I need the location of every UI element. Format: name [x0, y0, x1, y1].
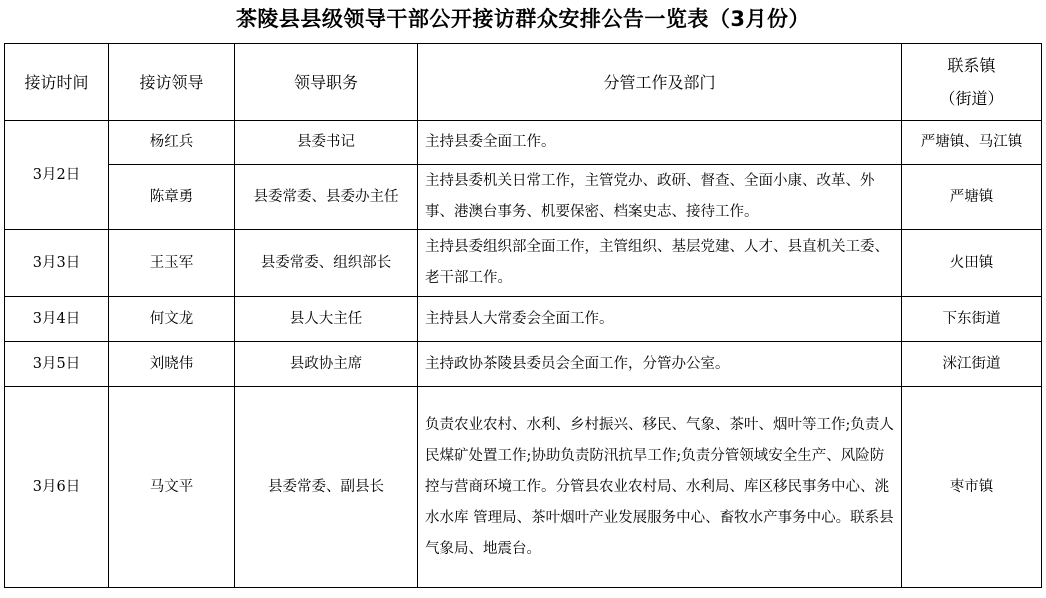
cell-leader: 王玉军	[109, 230, 235, 297]
cell-leader: 马文平	[109, 387, 235, 588]
page-title: 茶陵县县级领导干部公开接访群众安排公告一览表（3月份）	[235, 7, 811, 31]
schedule-table	[4, 43, 1042, 588]
cell-position: 县人大主任	[235, 297, 418, 342]
header-leader: 接访领导	[109, 44, 235, 121]
cell-town: 火田镇	[902, 230, 1042, 297]
header-town-line1: 联系镇	[947, 56, 996, 75]
cell-town: 严塘镇	[902, 165, 1042, 230]
cell-duties: 主持县委机关日常工作，主管党办、政研、督查、全面小康、改革、外事、港澳台事务、机要保密、档案史志、接待工作。	[418, 165, 902, 230]
table-row	[5, 165, 1042, 230]
cell-position: 县委书记	[235, 121, 418, 165]
header-position: 领导职务	[235, 44, 418, 121]
cell-leader: 刘晓伟	[109, 342, 235, 387]
table-row	[5, 342, 1042, 387]
header-duties: 分管工作及部门	[418, 44, 902, 121]
cell-leader: 杨红兵	[109, 121, 235, 165]
cell-duties: 主持县人大常委会全面工作。	[418, 297, 902, 342]
cell-date: 3月3日	[5, 230, 109, 297]
cell-town: 下东街道	[902, 297, 1042, 342]
cell-leader: 何文龙	[109, 297, 235, 342]
table-header-row	[5, 44, 1042, 121]
cell-position: 县委常委、副县长	[235, 387, 418, 588]
header-town	[902, 44, 1042, 121]
cell-duties: 负责农业农村、水利、乡村振兴、移民、气象、茶叶、烟叶等工作;负责人民煤矿处置工作;协助负责防汛抗旱工作;负责分管领域安全生产、风险防控与营商环境工作。分管县农业农村局、水利局、库区移民事务中心、洮水水库 管理局、茶叶烟叶产业发展服务中心、畜牧水产事务中心。联系县气象局、地震台。	[418, 387, 902, 588]
cell-duties: 主持政协茶陵县委员会全面工作，分管办公室。	[418, 342, 902, 387]
cell-town: 洣江街道	[902, 342, 1042, 387]
cell-date: 3月4日	[5, 297, 109, 342]
cell-position: 县委常委、县委办主任	[235, 165, 418, 230]
cell-date: 3月5日	[5, 342, 109, 387]
cell-duties: 主持县委组织部全面工作，主管组织、基层党建、人才、县直机关工委、老干部工作。	[418, 230, 902, 297]
cell-town: 枣市镇	[902, 387, 1042, 588]
table-row	[5, 387, 1042, 588]
cell-duties: 主持县委全面工作。	[418, 121, 902, 165]
cell-date: 3月2日	[5, 121, 109, 230]
cell-date: 3月6日	[5, 387, 109, 588]
table-row	[5, 121, 1042, 165]
table-row	[5, 297, 1042, 342]
table-row	[5, 230, 1042, 297]
cell-position: 县政协主席	[235, 342, 418, 387]
cell-leader: 陈章勇	[109, 165, 235, 230]
cell-position: 县委常委、组织部长	[235, 230, 418, 297]
header-date: 接访时间	[5, 44, 109, 121]
cell-town: 严塘镇、马江镇	[902, 121, 1042, 165]
header-town-line2: （街道）	[939, 89, 1004, 108]
